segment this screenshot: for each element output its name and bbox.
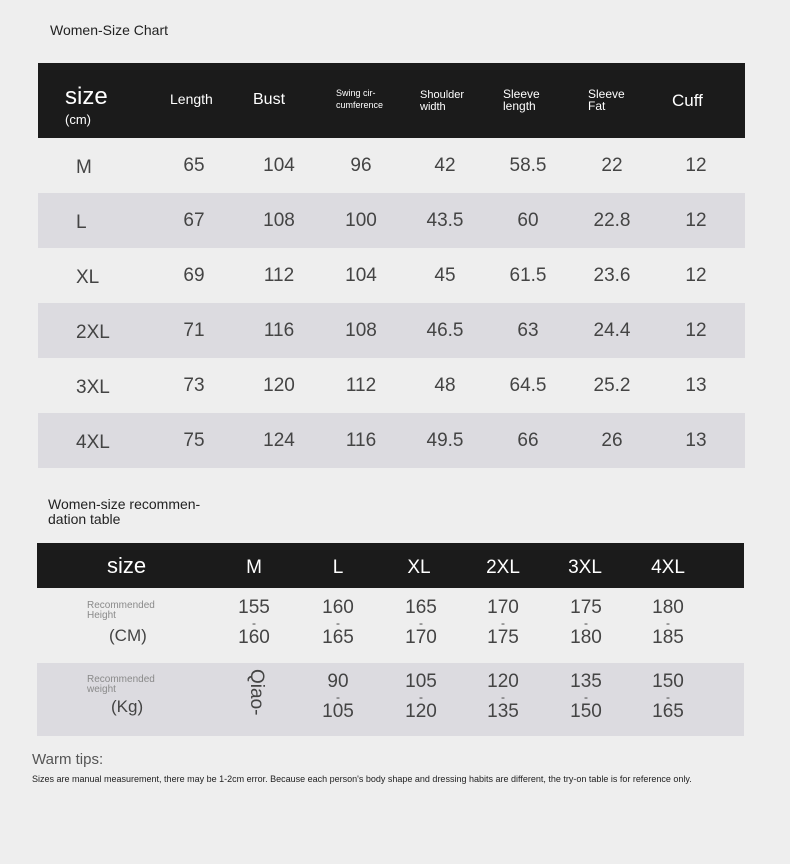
range-to: 120 bbox=[405, 701, 437, 722]
weight-range-2xl bbox=[478, 672, 528, 722]
height-range-m bbox=[229, 598, 279, 648]
bust-cell: 104 bbox=[263, 155, 295, 176]
range-from: 180 bbox=[652, 597, 684, 618]
weight-range-4xl bbox=[643, 672, 693, 722]
header-sleeve-fat: Sleeve Fat bbox=[588, 87, 625, 113]
table-row bbox=[38, 248, 745, 303]
cuff-cell: 12 bbox=[685, 320, 707, 341]
weight-range-3xl bbox=[561, 672, 611, 722]
sleeve-length-cell: 60 bbox=[517, 210, 539, 231]
recommendation-header bbox=[37, 543, 744, 588]
swing-cell: 104 bbox=[345, 265, 377, 286]
range-dash: - bbox=[584, 690, 588, 704]
range-dash: - bbox=[666, 690, 670, 704]
height-label: Recommended Height bbox=[87, 600, 155, 621]
range-dash: - bbox=[419, 616, 423, 630]
range-dash: - bbox=[501, 690, 505, 704]
range-from: 135 bbox=[570, 671, 602, 692]
length-cell: 71 bbox=[183, 320, 205, 341]
height-row bbox=[37, 588, 744, 663]
shoulder-cell: 45 bbox=[434, 265, 456, 286]
range-from: 120 bbox=[487, 671, 519, 692]
rec-header-size: size bbox=[107, 553, 147, 578]
table-row bbox=[38, 138, 745, 193]
sleeve-length-cell: 61.5 bbox=[509, 265, 547, 286]
length-cell: 67 bbox=[183, 210, 205, 231]
length-cell: 65 bbox=[183, 155, 205, 176]
range-from: 170 bbox=[487, 597, 519, 618]
bust-cell: 112 bbox=[263, 265, 295, 286]
bust-cell: 108 bbox=[263, 210, 295, 231]
length-cell: 73 bbox=[183, 375, 205, 396]
cuff-cell: 12 bbox=[685, 155, 707, 176]
header-sleeve-length: Sleeve length bbox=[503, 87, 540, 113]
cuff-cell: 12 bbox=[685, 265, 707, 286]
recommendation-table bbox=[37, 543, 744, 736]
height-range-3xl bbox=[561, 598, 611, 648]
size-cell: L bbox=[76, 212, 87, 233]
table-row bbox=[38, 358, 745, 413]
range-dash: - bbox=[584, 616, 588, 630]
size-chart-table bbox=[38, 63, 745, 468]
sleeve-length-cell: 66 bbox=[517, 430, 539, 451]
range-from: 160 bbox=[322, 597, 354, 618]
header-length: Length bbox=[170, 91, 213, 107]
range-to: 165 bbox=[652, 701, 684, 722]
range-to: 185 bbox=[652, 627, 684, 648]
range-dash: - bbox=[336, 690, 340, 704]
warm-tips-title: Warm tips: bbox=[32, 751, 104, 768]
range-to: 180 bbox=[570, 627, 602, 648]
weight-row bbox=[37, 663, 744, 736]
sleeve-fat-cell: 23.6 bbox=[593, 265, 631, 286]
swing-cell: 96 bbox=[350, 155, 372, 176]
range-from: 105 bbox=[405, 671, 437, 692]
weight-label: Recommended weight bbox=[87, 674, 155, 695]
sleeve-length-cell: 63 bbox=[517, 320, 539, 341]
height-range-2xl bbox=[478, 598, 528, 648]
range-to: 160 bbox=[238, 627, 270, 648]
rec-header-xl: XL bbox=[407, 557, 431, 578]
swing-cell: 116 bbox=[345, 430, 377, 451]
swing-cell: 112 bbox=[345, 375, 377, 396]
size-cell: 3XL bbox=[76, 377, 110, 398]
header-size-unit: (cm) bbox=[65, 112, 91, 127]
header-bust: Bust bbox=[253, 91, 286, 108]
table-row bbox=[38, 413, 745, 468]
weight-m-rotated-text: Qiao- bbox=[246, 669, 267, 716]
height-range-xl bbox=[396, 598, 446, 648]
shoulder-cell: 42 bbox=[434, 155, 456, 176]
size-chart-header bbox=[38, 63, 745, 138]
header-shoulder-width: Shoulder width bbox=[420, 89, 465, 113]
shoulder-cell: 43.5 bbox=[426, 210, 464, 231]
rec-header-l: L bbox=[332, 557, 344, 578]
bust-cell: 124 bbox=[263, 430, 295, 451]
range-to: 135 bbox=[487, 701, 519, 722]
range-to: 165 bbox=[322, 627, 354, 648]
cuff-cell: 12 bbox=[685, 210, 707, 231]
recommendation-title: Women-size recommen-dation table bbox=[48, 496, 201, 527]
table-row bbox=[38, 193, 745, 248]
range-from: 175 bbox=[570, 597, 602, 618]
weight-unit: (Kg) bbox=[111, 697, 144, 716]
header-size: size bbox=[65, 83, 108, 110]
bust-cell: 116 bbox=[263, 320, 295, 341]
length-cell: 75 bbox=[183, 430, 205, 451]
rec-header-2xl: 2XL bbox=[486, 557, 520, 578]
header-cuff: Cuff bbox=[672, 91, 703, 110]
sleeve-fat-cell: 25.2 bbox=[593, 375, 631, 396]
size-cell: 2XL bbox=[76, 322, 110, 343]
rec-header-4xl: 4XL bbox=[651, 557, 685, 578]
sleeve-length-cell: 58.5 bbox=[509, 155, 547, 176]
cuff-cell: 13 bbox=[685, 375, 707, 396]
sleeve-fat-cell: 26 bbox=[601, 430, 623, 451]
shoulder-cell: 48 bbox=[434, 375, 456, 396]
range-from: 155 bbox=[238, 597, 270, 618]
rec-header-3xl: 3XL bbox=[568, 557, 602, 578]
weight-range-l bbox=[313, 672, 363, 722]
swing-cell: 100 bbox=[345, 210, 377, 231]
range-to: 150 bbox=[570, 701, 602, 722]
warm-tips-text: Sizes are manual measurement, there may be 1-2cm error. Because each person's body shape and dressing habits are different, the try-on table is for reference only. bbox=[32, 774, 692, 784]
cuff-cell: 13 bbox=[685, 430, 707, 451]
header-swing-circumference: Swing cir-cumference bbox=[336, 88, 384, 110]
length-cell: 69 bbox=[183, 265, 205, 286]
sleeve-length-cell: 64.5 bbox=[509, 375, 547, 396]
range-dash: - bbox=[419, 690, 423, 704]
range-dash: - bbox=[501, 616, 505, 630]
size-cell: 4XL bbox=[76, 432, 110, 453]
shoulder-cell: 49.5 bbox=[426, 430, 464, 451]
sleeve-fat-cell: 22 bbox=[601, 155, 623, 176]
range-from: 150 bbox=[652, 671, 684, 692]
size-cell: M bbox=[76, 157, 92, 178]
range-to: 105 bbox=[322, 701, 354, 722]
range-dash: - bbox=[336, 616, 340, 630]
bust-cell: 120 bbox=[263, 375, 295, 396]
range-to: 175 bbox=[487, 627, 519, 648]
swing-cell: 108 bbox=[345, 320, 377, 341]
weight-range-xl bbox=[396, 672, 446, 722]
sleeve-fat-cell: 22.8 bbox=[593, 210, 631, 231]
range-dash: - bbox=[666, 616, 670, 630]
range-to: 170 bbox=[405, 627, 437, 648]
size-chart-title: Women-Size Chart bbox=[50, 22, 169, 38]
height-range-4xl bbox=[643, 598, 693, 648]
height-unit: (CM) bbox=[109, 626, 147, 645]
rec-header-m: M bbox=[246, 557, 262, 578]
height-range-l bbox=[313, 598, 363, 648]
range-from: 165 bbox=[405, 597, 437, 618]
sleeve-fat-cell: 24.4 bbox=[593, 320, 631, 341]
range-from: 90 bbox=[327, 671, 349, 692]
size-cell: XL bbox=[76, 267, 100, 288]
shoulder-cell: 46.5 bbox=[426, 320, 464, 341]
table-row bbox=[38, 303, 745, 358]
range-dash: - bbox=[252, 616, 256, 630]
